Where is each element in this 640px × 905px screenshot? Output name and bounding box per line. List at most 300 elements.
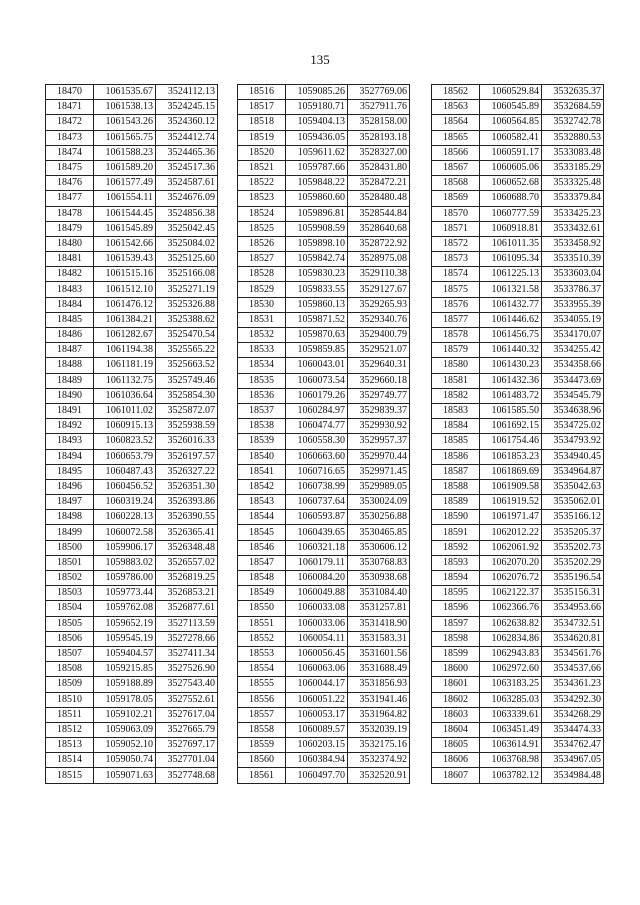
y-coordinate-cell: 3534964.87 bbox=[542, 464, 604, 479]
point-number-cell: 18474 bbox=[46, 145, 94, 160]
point-number-cell: 18603 bbox=[432, 707, 480, 722]
table-row bbox=[238, 297, 410, 312]
point-number-cell: 18563 bbox=[432, 100, 480, 115]
x-coordinate-cell: 1059611.62 bbox=[286, 145, 348, 160]
y-coordinate-cell: 3527617.04 bbox=[156, 707, 218, 722]
y-coordinate-cell: 3531964.82 bbox=[348, 707, 410, 722]
point-number-cell: 18519 bbox=[238, 130, 286, 145]
point-number-cell: 18497 bbox=[46, 495, 94, 510]
point-number-cell: 18568 bbox=[432, 176, 480, 191]
y-coordinate-cell: 3527701.04 bbox=[156, 753, 218, 768]
table-row bbox=[46, 373, 218, 388]
y-coordinate-cell: 3525271.19 bbox=[156, 282, 218, 297]
table-row bbox=[432, 738, 604, 753]
point-number-cell: 18584 bbox=[432, 419, 480, 434]
table-row bbox=[238, 160, 410, 175]
table-row bbox=[46, 510, 218, 525]
table-row bbox=[46, 707, 218, 722]
point-number-cell: 18476 bbox=[46, 176, 94, 191]
table-row bbox=[46, 160, 218, 175]
y-coordinate-cell: 3525854.30 bbox=[156, 388, 218, 403]
table-row bbox=[46, 525, 218, 540]
y-coordinate-cell: 3526197.57 bbox=[156, 449, 218, 464]
x-coordinate-cell: 1059773.44 bbox=[94, 586, 156, 601]
x-coordinate-cell: 1061194.38 bbox=[94, 343, 156, 358]
point-number-cell: 18516 bbox=[238, 85, 286, 100]
point-number-cell: 18552 bbox=[238, 631, 286, 646]
y-coordinate-cell: 3529971.45 bbox=[348, 464, 410, 479]
point-number-cell: 18515 bbox=[46, 768, 94, 783]
x-coordinate-cell: 1060084.20 bbox=[286, 571, 348, 586]
y-coordinate-cell: 3534620.81 bbox=[542, 631, 604, 646]
table-row bbox=[46, 191, 218, 206]
y-coordinate-cell: 3528158.00 bbox=[348, 115, 410, 130]
y-coordinate-cell: 3529340.76 bbox=[348, 312, 410, 327]
x-coordinate-cell: 1060049.88 bbox=[286, 586, 348, 601]
table-row bbox=[46, 616, 218, 631]
point-number-cell: 18566 bbox=[432, 145, 480, 160]
x-coordinate-cell: 1060558.30 bbox=[286, 434, 348, 449]
point-number-cell: 18537 bbox=[238, 403, 286, 418]
x-coordinate-cell: 1061456.75 bbox=[480, 328, 542, 343]
x-coordinate-cell: 1059052.10 bbox=[94, 738, 156, 753]
x-coordinate-cell: 1061181.19 bbox=[94, 358, 156, 373]
y-coordinate-cell: 3529127.67 bbox=[348, 282, 410, 297]
point-number-cell: 18559 bbox=[238, 738, 286, 753]
table-row bbox=[238, 571, 410, 586]
point-number-cell: 18575 bbox=[432, 282, 480, 297]
table-row bbox=[46, 646, 218, 661]
y-coordinate-cell: 3527552.61 bbox=[156, 692, 218, 707]
y-coordinate-cell: 3533432.61 bbox=[542, 221, 604, 236]
table-row bbox=[46, 403, 218, 418]
point-number-cell: 18565 bbox=[432, 130, 480, 145]
point-number-cell: 18542 bbox=[238, 479, 286, 494]
table-row bbox=[46, 145, 218, 160]
point-number-cell: 18560 bbox=[238, 753, 286, 768]
x-coordinate-cell: 1062122.37 bbox=[480, 586, 542, 601]
x-coordinate-cell: 1060089.57 bbox=[286, 722, 348, 737]
point-number-cell: 18567 bbox=[432, 160, 480, 175]
y-coordinate-cell: 3528480.48 bbox=[348, 191, 410, 206]
table-row bbox=[238, 388, 410, 403]
y-coordinate-cell: 3525326.88 bbox=[156, 297, 218, 312]
y-coordinate-cell: 3534984.48 bbox=[542, 768, 604, 783]
point-number-cell: 18510 bbox=[46, 692, 94, 707]
table-row bbox=[46, 358, 218, 373]
point-number-cell: 18589 bbox=[432, 495, 480, 510]
y-coordinate-cell: 3534474.33 bbox=[542, 722, 604, 737]
x-coordinate-cell: 1060033.06 bbox=[286, 616, 348, 631]
point-number-cell: 18555 bbox=[238, 677, 286, 692]
x-coordinate-cell: 1059762.08 bbox=[94, 601, 156, 616]
point-number-cell: 18543 bbox=[238, 495, 286, 510]
point-number-cell: 18520 bbox=[238, 145, 286, 160]
y-coordinate-cell: 3526327.22 bbox=[156, 464, 218, 479]
x-coordinate-cell: 1059896.81 bbox=[286, 206, 348, 221]
point-number-cell: 18578 bbox=[432, 328, 480, 343]
table-row bbox=[432, 236, 604, 251]
table-row bbox=[46, 328, 218, 343]
x-coordinate-cell: 1061869.69 bbox=[480, 464, 542, 479]
x-coordinate-cell: 1059071.63 bbox=[94, 768, 156, 783]
point-number-cell: 18590 bbox=[432, 510, 480, 525]
y-coordinate-cell: 3524465.36 bbox=[156, 145, 218, 160]
point-number-cell: 18506 bbox=[46, 631, 94, 646]
point-number-cell: 18532 bbox=[238, 328, 286, 343]
table-row bbox=[238, 312, 410, 327]
x-coordinate-cell: 1060823.52 bbox=[94, 434, 156, 449]
table-row bbox=[238, 662, 410, 677]
table-row bbox=[238, 692, 410, 707]
x-coordinate-cell: 1059188.89 bbox=[94, 677, 156, 692]
y-coordinate-cell: 3527411.34 bbox=[156, 646, 218, 661]
point-number-cell: 18518 bbox=[238, 115, 286, 130]
y-coordinate-cell: 3527665.79 bbox=[156, 722, 218, 737]
x-coordinate-cell: 1061543.26 bbox=[94, 115, 156, 130]
x-coordinate-cell: 1063614.91 bbox=[480, 738, 542, 753]
table-row bbox=[432, 434, 604, 449]
y-coordinate-cell: 3524587.61 bbox=[156, 176, 218, 191]
table-row bbox=[432, 707, 604, 722]
x-coordinate-cell: 1059787.66 bbox=[286, 160, 348, 175]
table-row bbox=[238, 145, 410, 160]
x-coordinate-cell: 1060179.26 bbox=[286, 388, 348, 403]
x-coordinate-cell: 1061321.58 bbox=[480, 282, 542, 297]
table-row bbox=[432, 753, 604, 768]
x-coordinate-cell: 1060663.60 bbox=[286, 449, 348, 464]
y-coordinate-cell: 3527278.66 bbox=[156, 631, 218, 646]
x-coordinate-cell: 1061282.67 bbox=[94, 328, 156, 343]
x-coordinate-cell: 1062943.83 bbox=[480, 646, 542, 661]
y-coordinate-cell: 3528975.08 bbox=[348, 252, 410, 267]
y-coordinate-cell: 3530024.09 bbox=[348, 495, 410, 510]
x-coordinate-cell: 1059102.21 bbox=[94, 707, 156, 722]
x-coordinate-cell: 1061095.34 bbox=[480, 252, 542, 267]
x-coordinate-cell: 1059906.17 bbox=[94, 540, 156, 555]
point-number-cell: 18502 bbox=[46, 571, 94, 586]
y-coordinate-cell: 3532175.16 bbox=[348, 738, 410, 753]
y-coordinate-cell: 3525872.07 bbox=[156, 403, 218, 418]
point-number-cell: 18546 bbox=[238, 540, 286, 555]
table-row bbox=[238, 206, 410, 221]
y-coordinate-cell: 3525663.52 bbox=[156, 358, 218, 373]
table-row bbox=[238, 464, 410, 479]
x-coordinate-cell: 1060777.59 bbox=[480, 206, 542, 221]
table-row bbox=[238, 434, 410, 449]
x-coordinate-cell: 1059860.60 bbox=[286, 191, 348, 206]
y-coordinate-cell: 3534358.66 bbox=[542, 358, 604, 373]
table-row bbox=[46, 662, 218, 677]
y-coordinate-cell: 3524856.38 bbox=[156, 206, 218, 221]
x-coordinate-cell: 1063782.12 bbox=[480, 768, 542, 783]
table-row bbox=[238, 601, 410, 616]
point-number-cell: 18579 bbox=[432, 343, 480, 358]
x-coordinate-cell: 1062061.92 bbox=[480, 540, 542, 555]
x-coordinate-cell: 1061544.45 bbox=[94, 206, 156, 221]
x-coordinate-cell: 1061538.13 bbox=[94, 100, 156, 115]
y-coordinate-cell: 3534537.66 bbox=[542, 662, 604, 677]
table-row bbox=[432, 115, 604, 130]
point-number-cell: 18505 bbox=[46, 616, 94, 631]
x-coordinate-cell: 1062834.86 bbox=[480, 631, 542, 646]
table-row bbox=[432, 191, 604, 206]
y-coordinate-cell: 3534940.45 bbox=[542, 449, 604, 464]
point-number-cell: 18545 bbox=[238, 525, 286, 540]
table-row bbox=[432, 160, 604, 175]
x-coordinate-cell: 1061011.35 bbox=[480, 236, 542, 251]
table-row bbox=[238, 191, 410, 206]
y-coordinate-cell: 3529970.44 bbox=[348, 449, 410, 464]
point-number-cell: 18490 bbox=[46, 388, 94, 403]
y-coordinate-cell: 3534561.76 bbox=[542, 646, 604, 661]
y-coordinate-cell: 3531084.40 bbox=[348, 586, 410, 601]
x-coordinate-cell: 1060653.79 bbox=[94, 449, 156, 464]
table-row bbox=[432, 297, 604, 312]
table-row bbox=[238, 479, 410, 494]
y-coordinate-cell: 3526390.55 bbox=[156, 510, 218, 525]
point-number-cell: 18585 bbox=[432, 434, 480, 449]
y-coordinate-cell: 3528544.84 bbox=[348, 206, 410, 221]
y-coordinate-cell: 3532684.59 bbox=[542, 100, 604, 115]
x-coordinate-cell: 1060688.70 bbox=[480, 191, 542, 206]
point-number-cell: 18501 bbox=[46, 555, 94, 570]
y-coordinate-cell: 3534967.05 bbox=[542, 753, 604, 768]
table-row bbox=[238, 115, 410, 130]
point-number-cell: 18470 bbox=[46, 85, 94, 100]
table-row bbox=[238, 221, 410, 236]
point-number-cell: 18473 bbox=[46, 130, 94, 145]
table-row bbox=[238, 646, 410, 661]
y-coordinate-cell: 3529957.37 bbox=[348, 434, 410, 449]
table-row bbox=[46, 115, 218, 130]
table-row bbox=[238, 510, 410, 525]
point-number-cell: 18527 bbox=[238, 252, 286, 267]
table-row bbox=[432, 221, 604, 236]
table-row bbox=[238, 738, 410, 753]
point-number-cell: 18594 bbox=[432, 571, 480, 586]
x-coordinate-cell: 1061384.21 bbox=[94, 312, 156, 327]
table-row bbox=[238, 586, 410, 601]
x-coordinate-cell: 1059830.23 bbox=[286, 267, 348, 282]
x-coordinate-cell: 1059652.19 bbox=[94, 616, 156, 631]
y-coordinate-cell: 3526393.86 bbox=[156, 495, 218, 510]
x-coordinate-cell: 1060043.01 bbox=[286, 358, 348, 373]
y-coordinate-cell: 3534170.07 bbox=[542, 328, 604, 343]
x-coordinate-cell: 1059215.85 bbox=[94, 662, 156, 677]
point-number-cell: 18607 bbox=[432, 768, 480, 783]
table-row bbox=[238, 495, 410, 510]
table-row bbox=[432, 267, 604, 282]
point-number-cell: 18507 bbox=[46, 646, 94, 661]
point-number-cell: 18477 bbox=[46, 191, 94, 206]
table-row bbox=[432, 343, 604, 358]
point-number-cell: 18561 bbox=[238, 768, 286, 783]
x-coordinate-cell: 1063339.61 bbox=[480, 707, 542, 722]
table-row bbox=[238, 631, 410, 646]
y-coordinate-cell: 3525938.59 bbox=[156, 419, 218, 434]
x-coordinate-cell: 1060439.65 bbox=[286, 525, 348, 540]
y-coordinate-cell: 3528431.80 bbox=[348, 160, 410, 175]
table-row bbox=[238, 236, 410, 251]
y-coordinate-cell: 3526877.61 bbox=[156, 601, 218, 616]
point-number-cell: 18480 bbox=[46, 236, 94, 251]
point-number-cell: 18500 bbox=[46, 540, 94, 555]
point-number-cell: 18576 bbox=[432, 297, 480, 312]
table-row bbox=[46, 692, 218, 707]
table-row bbox=[46, 464, 218, 479]
x-coordinate-cell: 1060073.54 bbox=[286, 373, 348, 388]
x-coordinate-cell: 1060738.99 bbox=[286, 479, 348, 494]
x-coordinate-cell: 1060593.87 bbox=[286, 510, 348, 525]
table-row bbox=[238, 358, 410, 373]
x-coordinate-cell: 1060054.11 bbox=[286, 631, 348, 646]
y-coordinate-cell: 3524517.36 bbox=[156, 160, 218, 175]
point-number-cell: 18599 bbox=[432, 646, 480, 661]
x-coordinate-cell: 1061565.75 bbox=[94, 130, 156, 145]
y-coordinate-cell: 3534545.79 bbox=[542, 388, 604, 403]
y-coordinate-cell: 3530606.12 bbox=[348, 540, 410, 555]
y-coordinate-cell: 3528472.21 bbox=[348, 176, 410, 191]
table-row bbox=[46, 677, 218, 692]
table-row bbox=[46, 449, 218, 464]
y-coordinate-cell: 3534255.42 bbox=[542, 343, 604, 358]
point-number-cell: 18570 bbox=[432, 206, 480, 221]
point-number-cell: 18577 bbox=[432, 312, 480, 327]
y-coordinate-cell: 3527748.68 bbox=[156, 768, 218, 783]
table-row bbox=[46, 601, 218, 616]
x-coordinate-cell: 1060582.41 bbox=[480, 130, 542, 145]
point-number-cell: 18572 bbox=[432, 236, 480, 251]
table-row bbox=[238, 100, 410, 115]
x-coordinate-cell: 1060063.06 bbox=[286, 662, 348, 677]
y-coordinate-cell: 3525388.62 bbox=[156, 312, 218, 327]
point-number-cell: 18508 bbox=[46, 662, 94, 677]
table-row bbox=[46, 282, 218, 297]
x-coordinate-cell: 1060564.85 bbox=[480, 115, 542, 130]
table-row bbox=[46, 555, 218, 570]
point-number-cell: 18538 bbox=[238, 419, 286, 434]
x-coordinate-cell: 1060179.11 bbox=[286, 555, 348, 570]
table-row bbox=[238, 176, 410, 191]
point-number-cell: 18593 bbox=[432, 555, 480, 570]
x-coordinate-cell: 1059063.09 bbox=[94, 722, 156, 737]
y-coordinate-cell: 3525166.08 bbox=[156, 267, 218, 282]
table-row bbox=[238, 328, 410, 343]
point-number-cell: 18511 bbox=[46, 707, 94, 722]
y-coordinate-cell: 3532374.92 bbox=[348, 753, 410, 768]
point-number-cell: 18536 bbox=[238, 388, 286, 403]
y-coordinate-cell: 3533786.37 bbox=[542, 282, 604, 297]
x-coordinate-cell: 1059898.10 bbox=[286, 236, 348, 251]
x-coordinate-cell: 1059833.55 bbox=[286, 282, 348, 297]
point-number-cell: 18522 bbox=[238, 176, 286, 191]
x-coordinate-cell: 1060044.17 bbox=[286, 677, 348, 692]
point-number-cell: 18591 bbox=[432, 525, 480, 540]
point-number-cell: 18486 bbox=[46, 328, 94, 343]
y-coordinate-cell: 3533185.29 bbox=[542, 160, 604, 175]
x-coordinate-cell: 1060545.89 bbox=[480, 100, 542, 115]
point-number-cell: 18529 bbox=[238, 282, 286, 297]
x-coordinate-cell: 1062012.22 bbox=[480, 525, 542, 540]
x-coordinate-cell: 1060033.08 bbox=[286, 601, 348, 616]
y-coordinate-cell: 3527113.59 bbox=[156, 616, 218, 631]
x-coordinate-cell: 1060605.06 bbox=[480, 160, 542, 175]
table-row bbox=[432, 555, 604, 570]
point-number-cell: 18595 bbox=[432, 586, 480, 601]
table-row bbox=[432, 722, 604, 737]
point-number-cell: 18604 bbox=[432, 722, 480, 737]
y-coordinate-cell: 3529839.37 bbox=[348, 403, 410, 418]
y-coordinate-cell: 3534732.51 bbox=[542, 616, 604, 631]
table-row bbox=[432, 677, 604, 692]
point-number-cell: 18472 bbox=[46, 115, 94, 130]
point-number-cell: 18530 bbox=[238, 297, 286, 312]
y-coordinate-cell: 3525084.02 bbox=[156, 236, 218, 251]
x-coordinate-cell: 1061692.15 bbox=[480, 419, 542, 434]
y-coordinate-cell: 3530768.83 bbox=[348, 555, 410, 570]
x-coordinate-cell: 1060474.77 bbox=[286, 419, 348, 434]
x-coordinate-cell: 1060056.45 bbox=[286, 646, 348, 661]
table-row bbox=[432, 403, 604, 418]
y-coordinate-cell: 3533510.39 bbox=[542, 252, 604, 267]
table-row bbox=[238, 555, 410, 570]
x-coordinate-cell: 1059859.85 bbox=[286, 343, 348, 358]
table-row bbox=[46, 768, 218, 783]
y-coordinate-cell: 3533083.48 bbox=[542, 145, 604, 160]
table-row bbox=[238, 267, 410, 282]
x-coordinate-cell: 1060497.70 bbox=[286, 768, 348, 783]
y-coordinate-cell: 3535205.37 bbox=[542, 525, 604, 540]
point-number-cell: 18598 bbox=[432, 631, 480, 646]
table-row bbox=[432, 358, 604, 373]
x-coordinate-cell: 1060456.52 bbox=[94, 479, 156, 494]
point-number-cell: 18541 bbox=[238, 464, 286, 479]
point-number-cell: 18606 bbox=[432, 753, 480, 768]
point-number-cell: 18485 bbox=[46, 312, 94, 327]
x-coordinate-cell: 1061554.11 bbox=[94, 191, 156, 206]
point-number-cell: 18533 bbox=[238, 343, 286, 358]
table-row bbox=[46, 100, 218, 115]
x-coordinate-cell: 1061011.02 bbox=[94, 403, 156, 418]
y-coordinate-cell: 3527526.90 bbox=[156, 662, 218, 677]
y-coordinate-cell: 3526351.30 bbox=[156, 479, 218, 494]
x-coordinate-cell: 1061512.10 bbox=[94, 282, 156, 297]
y-coordinate-cell: 3524112.13 bbox=[156, 85, 218, 100]
y-coordinate-cell: 3531941.46 bbox=[348, 692, 410, 707]
y-coordinate-cell: 3524245.15 bbox=[156, 100, 218, 115]
point-number-cell: 18498 bbox=[46, 510, 94, 525]
y-coordinate-cell: 3528722.92 bbox=[348, 236, 410, 251]
point-number-cell: 18526 bbox=[238, 236, 286, 251]
y-coordinate-cell: 3535062.01 bbox=[542, 495, 604, 510]
table-row bbox=[46, 388, 218, 403]
y-coordinate-cell: 3529400.79 bbox=[348, 328, 410, 343]
table-row bbox=[46, 236, 218, 251]
table-row bbox=[432, 631, 604, 646]
point-number-cell: 18558 bbox=[238, 722, 286, 737]
x-coordinate-cell: 1060284.97 bbox=[286, 403, 348, 418]
x-coordinate-cell: 1063183.25 bbox=[480, 677, 542, 692]
table-row bbox=[46, 495, 218, 510]
x-coordinate-cell: 1061483.72 bbox=[480, 388, 542, 403]
point-number-cell: 18482 bbox=[46, 267, 94, 282]
y-coordinate-cell: 3534268.29 bbox=[542, 707, 604, 722]
x-coordinate-cell: 1060319.24 bbox=[94, 495, 156, 510]
y-coordinate-cell: 3533603.04 bbox=[542, 267, 604, 282]
table-row bbox=[238, 373, 410, 388]
point-number-cell: 18581 bbox=[432, 373, 480, 388]
